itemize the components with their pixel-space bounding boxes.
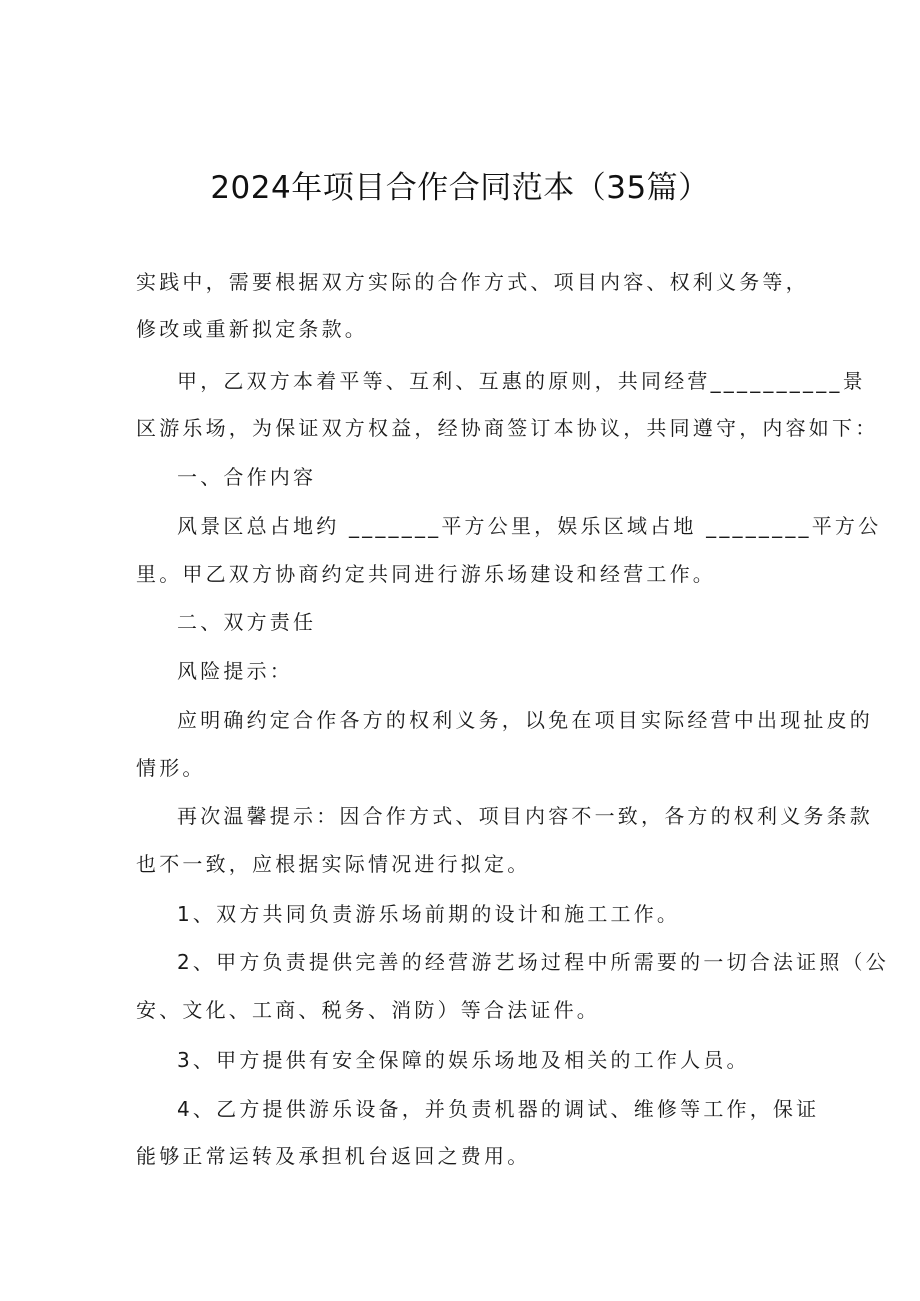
list-item: 4、乙方提供游乐设备，并负责机器的调试、维修等工作，保证 — [177, 1097, 820, 1121]
list-item: 2、甲方负责提供完善的经营游艺场过程中所需要的一切合法证照（公 — [177, 950, 889, 974]
list-item: 1、双方共同负责游乐场前期的设计和施工工作。 — [177, 902, 681, 926]
list-item-continuation: 安、文化、工商、税务、消防）等合法证件。 — [136, 998, 600, 1022]
section-heading: 一、合作内容 — [177, 465, 317, 489]
paragraph-line: 再次温馨提示：因合作方式、项目内容不一致，各方的权利义务条款 — [177, 804, 873, 828]
paragraph-line: 甲，乙双方本着平等、互利、互惠的原则，共同经营__________景 — [177, 369, 866, 393]
paragraph-line: 也不一致，应根据实际情况进行拟定。 — [136, 852, 531, 876]
paragraph-line: 情形。 — [136, 756, 206, 780]
paragraph-line: 实践中，需要根据双方实际的合作方式、项目内容、权利义务等， — [136, 270, 809, 294]
paragraph-line: 风景区总占地约 _______平方公里，娱乐区域占地 ________平方公 — [177, 514, 882, 538]
list-item-continuation: 能够正常运转及承担机台返回之费用。 — [136, 1144, 531, 1168]
list-item: 3、甲方提供有安全保障的娱乐场地及相关的工作人员。 — [177, 1048, 750, 1072]
paragraph-line: 区游乐场，为保证双方权益，经协商签订本协议，共同遵守，内容如下： — [136, 416, 879, 440]
paragraph-line: 修改或重新拟定条款。 — [136, 317, 368, 341]
paragraph-line: 应明确约定合作各方的权利义务，以免在项目实际经营中出现扯皮的 — [177, 708, 873, 732]
paragraph-line: 里。甲乙双方协商约定共同进行游乐场建设和经营工作。 — [136, 562, 716, 586]
section-heading: 二、双方责任 — [177, 610, 317, 634]
document-title: 2024年项目合作合同范本（35篇） — [210, 170, 710, 206]
risk-label: 风险提示： — [177, 659, 293, 683]
